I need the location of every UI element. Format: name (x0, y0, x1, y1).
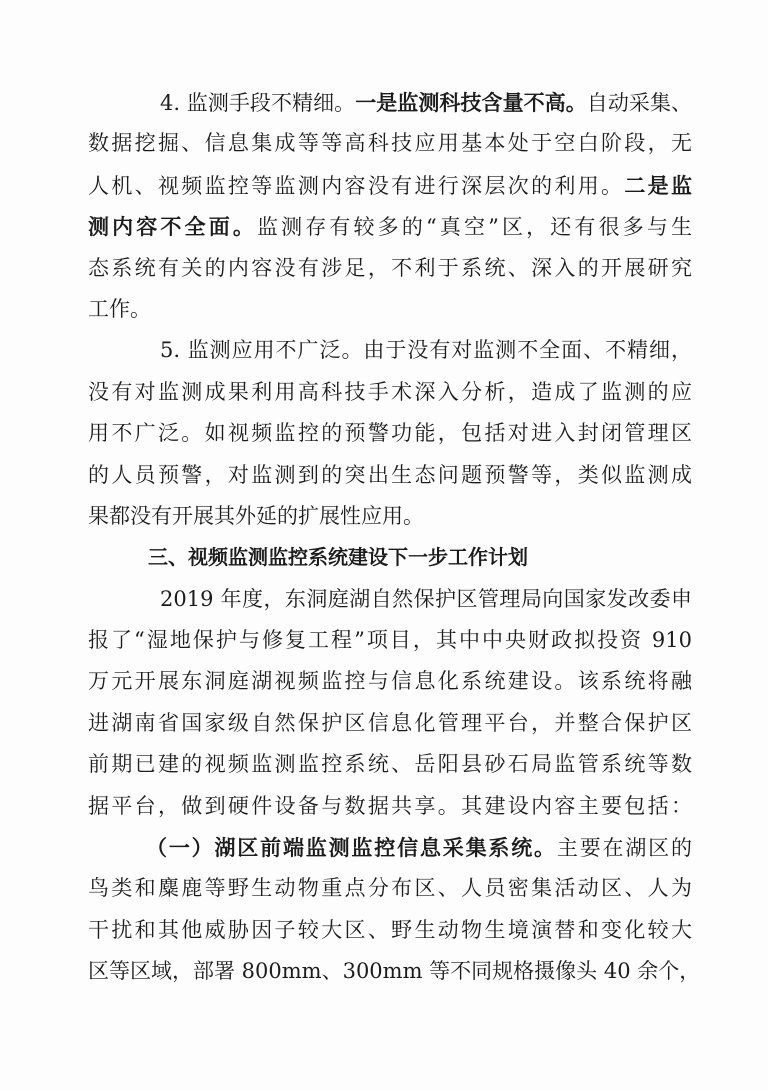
document-body (88, 82, 701, 993)
text-run: 用不广泛。如视频监控的预警功能，包括对进入封闭管理区 (88, 421, 692, 446)
text-run: 前期已建的视频监测监控系统、岳阳县砂石局监管系统等数 (88, 752, 692, 777)
plan-line-6 (88, 786, 692, 827)
item5-line-4 (88, 455, 692, 496)
bold-emphasis: 一是监测科技含量不高。 (355, 90, 587, 115)
text-run: 区等区域，部署 800mm、300mm 等不同规格摄像头 40 余个， (88, 959, 701, 984)
text-run: 数据挖掘、信息集成等等高科技应用基本处于空白阶段，无 (88, 131, 692, 156)
bold-emphasis: 二是监 (624, 172, 692, 198)
item5-line-5 (88, 496, 692, 537)
text-run: 万元开展东洞庭湖视频监控与信息化系统建设。该系统将融 (88, 669, 692, 694)
text-run: 没有对监测成果利用高科技手术深入分析，造成了监测的应 (88, 379, 692, 404)
text-run: 监测存有较多的“真空”区，还有很多与生 (256, 215, 692, 240)
text-run: 态系统有关的内容没有涉足，不利于系统、深入的开展研究 (88, 255, 692, 280)
subsection-title: （一）湖区前端监测监控信息采集系统。 (146, 835, 557, 861)
section-heading: 三、视频监测监控系统建设下一步工作计划 (148, 545, 528, 570)
subsection1-line-3 (88, 910, 692, 951)
text-run: 主要在湖区的 (556, 836, 693, 861)
paragraph-subsection-1 (88, 827, 701, 993)
item4-line-2 (88, 123, 692, 164)
subsection1-line-1 (88, 827, 692, 868)
plan-line-4 (88, 703, 692, 744)
text-run: 2019 年度，东洞庭湖自然保护区管理局向国家发改委申 (160, 586, 692, 611)
item4-line-1 (88, 82, 692, 123)
text-run: 5. 监测应用不广泛。由于没有对监测不全面、不精细， (160, 338, 692, 363)
item5-line-2 (88, 372, 692, 413)
item5-line-1 (88, 330, 692, 371)
text-run: 果都没有开展其外延的扩展性应用。 (88, 503, 424, 528)
subsection1-line-2 (88, 868, 692, 909)
bold-emphasis: 测内容不全面。 (88, 214, 257, 240)
paragraph-item-4 (88, 82, 692, 330)
plan-line-3 (88, 661, 692, 702)
text-run: 干扰和其他威胁因子较大区、野生动物生境演替和变化较大 (88, 917, 692, 942)
paragraph-item-5 (88, 330, 692, 537)
subsection1-line-4 (88, 951, 701, 992)
text-run: 的人员预警，对监测到的突出生态问题预警等，类似监测成 (88, 462, 692, 487)
item4-line-3 (88, 165, 692, 206)
text-run: 人机、视频监控等监测内容没有进行深层次的利用。 (88, 173, 625, 198)
plan-line-2 (88, 620, 692, 661)
item4-line-4 (88, 206, 692, 247)
paragraph-plan-2019 (88, 579, 692, 827)
text-run: 自动采集、 (586, 91, 693, 115)
text-run: 进湖南省国家级自然保护区信息化管理平台，并整合保护区 (88, 710, 692, 735)
item4-line-5 (88, 248, 692, 289)
plan-line-5 (88, 744, 692, 785)
item4-line-6 (88, 289, 692, 330)
item5-line-3 (88, 413, 692, 454)
text-run: 工作。 (88, 296, 151, 321)
text-run: 报了“湿地保护与修复工程”项目，其中中央财政拟投资 910 (88, 628, 692, 653)
text-run: 4. 监测手段不精细。 (160, 91, 356, 115)
text-run: 据平台，做到硬件设备与数据共享。其建设内容主要包括： (88, 793, 692, 818)
plan-line-1 (88, 579, 692, 620)
text-run: 鸟类和麋鹿等野生动物重点分布区、人员密集活动区、人为 (88, 876, 692, 901)
